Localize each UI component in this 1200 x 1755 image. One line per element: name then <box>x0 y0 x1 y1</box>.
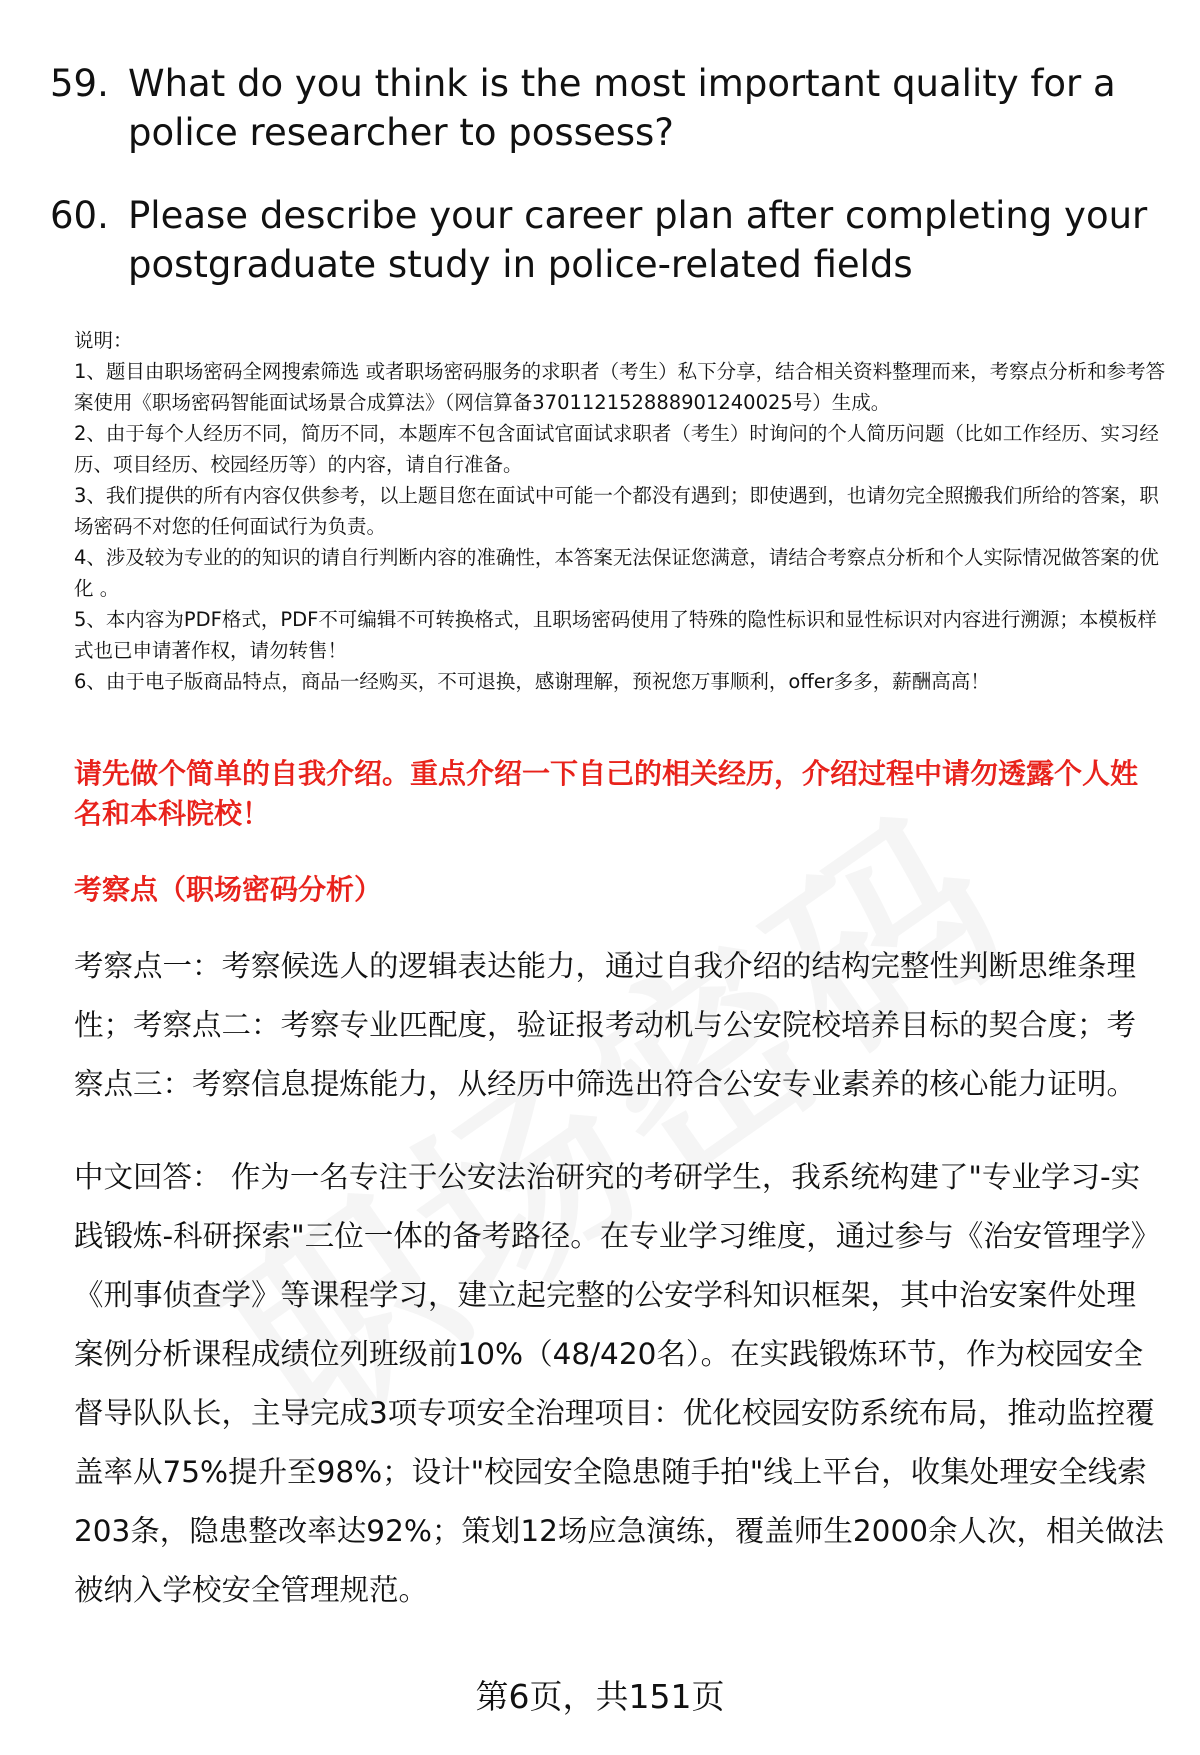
interview-prompt: 请先做个简单的自我介绍。重点介绍一下自己的相关经历，介绍过程中请勿透露个人姓名和本科院校！ <box>74 757 1139 830</box>
notes-item: 4、涉及较为专业的的知识的请自行判断内容的准确性，本答案无法保证您满意，请结合考察点分析和个人实际情况做答案的优化 。 <box>74 546 1159 600</box>
notes-item: 1、题目由职场密码全网搜索筛选 或者职场密码服务的求职者（考生）私下分享，结合相关资料整理而来，考察点分析和参考答案使用《职场密码智能面试场景合成算法》（网信算备370112152888901240025号）生成。 <box>74 360 1166 414</box>
notes-item: 5、本内容为PDF格式，PDF不可编辑不可转换格式，且职场密码使用了特殊的隐性标识和显性标识对内容进行溯源；本模板样式也已申请著作权，请勿转售！ <box>74 608 1157 662</box>
analysis-body: 考察点一：考察候选人的逻辑表达能力，通过自我介绍的结构完整性判断思维条理性；考察点二：考察专业匹配度，验证报考动机与公安院校培养目标的契合度；考察点三：考察信息提炼能力，从经历中筛选出符合公安专业素养的核心能力证明。 <box>74 949 1137 1101</box>
question-59 <box>50 59 1160 157</box>
notes-item: 2、由于每个人经历不同，简历不同，本题库不包含面试官面试求职者（考生）时询问的个人简历问题（比如工作经历、实习经历、项目经历、校园经历等）的内容，请自行准备。 <box>74 422 1159 476</box>
question-number: 59. <box>50 62 109 105</box>
question-60 <box>50 191 1160 289</box>
notes-item: 6、由于电子版商品特点，商品一经购买，不可退换，感谢理解，预祝您万事顺利，offer多多，薪酬高高！ <box>74 670 990 693</box>
answer-body: 中文回答： 作为一名专注于公安法治研究的考研学生，我系统构建了"专业学习-实践锻炼-科研探索"三位一体的备考路径。在专业学习维度，通过参与《治安管理学》《刑事侦查学》等课程学习，建立起完整的公安学科知识框架，其中治安案件处理案例分析课程成绩位列班级前10%（48/420名）。在实践锻炼环节，作为校园安全督导队队长，主导完成3项专项安全治理项目：优化校园安防系统布局，推动监控覆盖率从75%提升至98%；设计"校园安全隐患随手拍"线上平台，收集处理安全线索203条，隐患整改率达92%；策划12场应急演练，覆盖师生2000余人次，相关做法被纳入学校安全管理规范。 <box>74 1160 1164 1607</box>
notes-section <box>74 325 1174 697</box>
analysis-heading: 考察点（职场密码分析） <box>74 873 383 906</box>
notes-title: 说明： <box>74 329 133 352</box>
notes-item: 3、我们提供的所有内容仅供参考，以上题目您在面试中可能一个都没有遇到；即使遇到，也请勿完全照搬我们所给的答案，职场密码不对您的任何面试行为负责。 <box>74 484 1159 538</box>
question-number: 60. <box>50 194 109 237</box>
question-text: What do you think is the most important quality for a police researcher to possess? <box>128 62 1116 154</box>
question-text: Please describe your career plan after completing your postgraduate study in police-related fields <box>128 194 1148 286</box>
page-footer: 第6页，共151页 <box>475 1677 725 1716</box>
